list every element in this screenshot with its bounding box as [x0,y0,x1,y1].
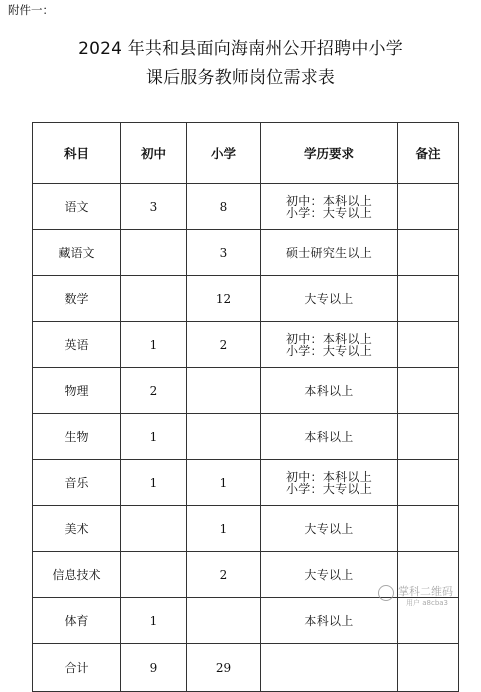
primary-count-cell: 2 [187,552,261,598]
education-requirement-cell [261,598,398,644]
table-row [33,184,459,230]
total-row [33,644,459,692]
education-requirement-line: 本科以上 [304,429,354,444]
watermark-sub: 用户 a8cba3 [406,599,449,607]
total-education-cell [261,644,398,692]
junior-count-cell: 3 [121,184,187,230]
education-requirement-line: 大专以上 [304,291,354,306]
junior-count-cell: 1 [121,598,187,644]
table-row [33,414,459,460]
education-requirement-cell [261,414,398,460]
subject-cell: 物理 [33,368,121,414]
note-cell [398,506,459,552]
junior-count-cell: 1 [121,460,187,506]
note-cell [398,322,459,368]
education-requirement-line: 小学：大专以上 [285,205,373,220]
education-requirement-line: 小学：大专以上 [285,343,373,358]
table-row [33,506,459,552]
header-subject: 科目 [33,123,121,184]
junior-count-cell: 1 [121,414,187,460]
subject-cell: 数学 [33,276,121,322]
primary-count-cell: 12 [187,276,261,322]
page-title-line2: 课后服务教师岗位需求表 [145,68,336,88]
education-requirement-line: 本科以上 [304,613,354,628]
requirements-table [32,122,459,692]
education-requirement-line: 硕士研究生以上 [285,245,373,260]
header-note: 备注 [398,123,459,184]
watermark-logo-icon [378,585,394,601]
education-requirement-cell [261,230,398,276]
table-row [33,552,459,598]
note-cell [398,368,459,414]
primary-count-cell [187,414,261,460]
education-requirement-line: 小学：大专以上 [285,481,373,496]
primary-count-cell [187,598,261,644]
subject-cell: 语文 [33,184,121,230]
education-requirement-cell [261,184,398,230]
note-cell [398,276,459,322]
education-requirement-line: 本科以上 [304,383,354,398]
note-cell [398,460,459,506]
junior-count-cell: 1 [121,322,187,368]
page-title-line1: 2024 年共和县面向海南州公开招聘中小学 [78,39,403,59]
subject-cell: 英语 [33,322,121,368]
junior-count-cell [121,276,187,322]
education-requirement-line: 大专以上 [304,521,354,536]
primary-count-cell: 2 [187,322,261,368]
header-junior: 初中 [121,123,187,184]
table-header-row [33,123,459,184]
subject-cell: 生物 [33,414,121,460]
watermark-name: 掌科二维码 [398,585,453,598]
junior-count-cell [121,506,187,552]
education-requirement-cell [261,506,398,552]
education-requirement-line: 大专以上 [304,567,354,582]
education-requirement-cell [261,322,398,368]
header-primary: 小学 [187,123,261,184]
attachment-label: 附件一： [8,3,54,17]
primary-count-cell: 1 [187,506,261,552]
total-label-cell: 合计 [33,644,121,692]
junior-count-cell [121,230,187,276]
junior-count-cell: 2 [121,368,187,414]
subject-cell: 信息技术 [33,552,121,598]
education-requirement-cell [261,368,398,414]
subject-cell: 美术 [33,506,121,552]
total-primary-cell: 29 [187,644,261,692]
primary-count-cell: 1 [187,460,261,506]
education-requirement-cell [261,276,398,322]
table-row [33,276,459,322]
education-requirement-line: 初中：本科以上 [285,193,373,208]
education-requirement-cell [261,460,398,506]
table-row [33,322,459,368]
subject-cell: 体育 [33,598,121,644]
primary-count-cell: 8 [187,184,261,230]
subject-cell: 音乐 [33,460,121,506]
table-row [33,460,459,506]
education-requirement-line: 初中：本科以上 [285,331,373,346]
total-junior-cell: 9 [121,644,187,692]
table-row [33,598,459,644]
subject-cell: 藏语文 [33,230,121,276]
note-cell [398,230,459,276]
primary-count-cell: 3 [187,230,261,276]
table-row [33,230,459,276]
education-requirement-line: 初中：本科以上 [285,469,373,484]
table-row [33,368,459,414]
header-education: 学历要求 [261,123,398,184]
education-requirement-cell [261,552,398,598]
note-cell [398,184,459,230]
primary-count-cell [187,368,261,414]
total-note-cell [398,644,459,692]
note-cell [398,414,459,460]
junior-count-cell [121,552,187,598]
